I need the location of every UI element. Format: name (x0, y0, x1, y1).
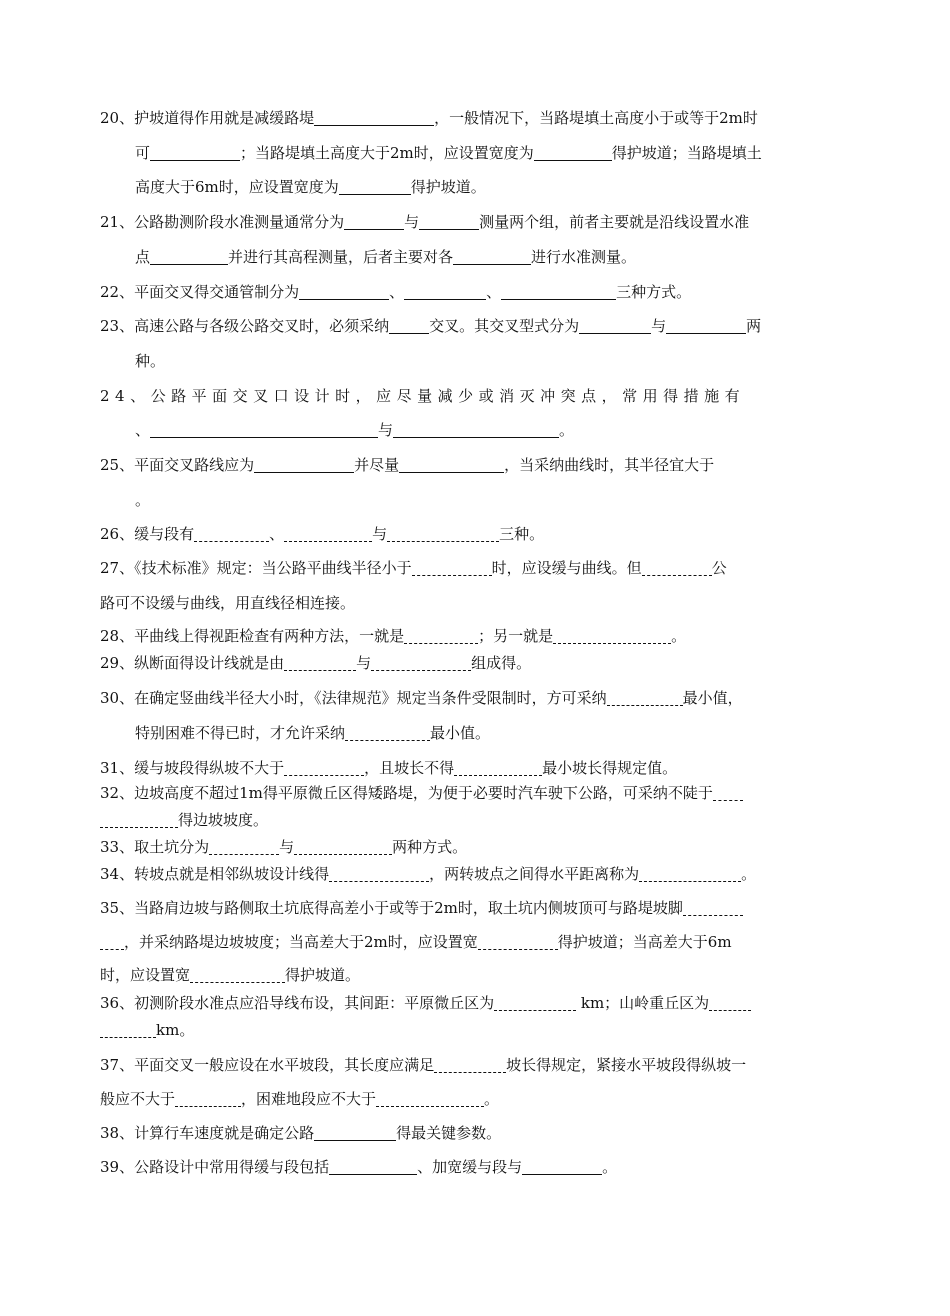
answer-blank[interactable] (579, 317, 651, 334)
question-line (100, 108, 870, 128)
answer-blank[interactable] (254, 456, 354, 473)
line-text: 24、公路平面交叉口设计时，应尽量减少或消灭冲突点，常用得措施有 (100, 387, 746, 405)
line-text: 。 (602, 1158, 618, 1176)
line-text: ，一般情况下，当路堤填土高度小于或等于2m时 (434, 109, 758, 127)
answer-blank-dashed[interactable] (100, 1021, 156, 1038)
question-line (100, 1055, 870, 1075)
line-text: 路可不设缓与曲线，用直线径相连接。 (100, 594, 356, 612)
answer-blank-dashed[interactable] (190, 966, 285, 983)
line-text: km；山岭重丘区为 (576, 994, 710, 1012)
line-text: 并进行其高程测量，后者主要对各 (228, 248, 454, 266)
line-text: 两种方式。 (392, 838, 468, 856)
line-text: 。 (135, 491, 151, 509)
line-text: 27、《技术标准》规定：当公路平曲线半径小于 (100, 559, 412, 577)
question-line (100, 932, 870, 952)
answer-blank[interactable] (329, 1158, 417, 1175)
answer-blank-dashed[interactable] (194, 525, 269, 542)
question-line (135, 490, 870, 510)
question-line (100, 810, 870, 830)
answer-blank[interactable] (299, 283, 389, 300)
line-text: 三种方式。 (616, 283, 692, 301)
answer-blank[interactable] (314, 109, 434, 126)
line-text: 组成得。 (471, 654, 532, 672)
line-text: ，且坡长不得 (364, 759, 455, 777)
line-text: 31、缓与坡段得纵坡不大于 (100, 759, 285, 777)
answer-blank-dashed[interactable] (284, 525, 372, 542)
answer-blank[interactable] (339, 178, 411, 195)
answer-blank[interactable] (150, 144, 240, 161)
answer-blank[interactable] (389, 317, 429, 334)
line-text: 时，应设置宽 (100, 966, 191, 984)
line-text: 33、取土坑分为 (100, 838, 210, 856)
line-text: 22、平面交叉得交通管制分为 (100, 283, 300, 301)
answer-blank[interactable] (534, 144, 612, 161)
question-line (135, 177, 870, 197)
answer-blank[interactable] (666, 317, 746, 334)
answer-blank-dashed[interactable] (371, 654, 471, 671)
line-text: 、 (269, 525, 285, 543)
line-text: 38、计算行车速度就是确定公路 (100, 1124, 315, 1142)
line-text: 26、缓与段有 (100, 525, 195, 543)
line-text: 、加宽缓与段与 (417, 1158, 523, 1176)
question-line (100, 558, 870, 578)
line-text: 、 (135, 421, 151, 439)
line-text: 与 (356, 654, 372, 672)
line-text: 与 (404, 213, 420, 231)
question-line (135, 420, 870, 440)
answer-blank[interactable] (314, 1124, 396, 1141)
answer-blank-dashed[interactable] (100, 811, 178, 828)
answer-blank-dashed[interactable] (376, 1090, 484, 1107)
line-text: 最小值， (682, 689, 743, 707)
answer-blank[interactable] (344, 213, 404, 230)
line-text: 与 (372, 525, 388, 543)
line-text: 34、转坡点就是相邻纵坡设计线得 (100, 865, 330, 883)
line-text: 得边坡坡度。 (178, 811, 269, 829)
question-line (100, 455, 870, 475)
question-line (100, 653, 870, 673)
line-text: 三种。 (499, 525, 545, 543)
line-text: 并尽量 (354, 456, 400, 474)
answer-blank-dashed[interactable] (329, 865, 429, 882)
answer-blank[interactable] (419, 213, 479, 230)
line-text: 25、平面交叉路线应为 (100, 456, 255, 474)
answer-blank-dashed[interactable] (553, 627, 671, 644)
answer-blank-dashed[interactable] (639, 865, 741, 882)
question-line (100, 1089, 870, 1109)
line-text: ，并采纳路堤边坡坡度；当高差大于2m时，应设置宽 (124, 933, 478, 951)
line-text: 进行水准测量。 (531, 248, 637, 266)
line-text: 。 (484, 1090, 500, 1108)
line-text: 35、当路肩边坡与路侧取土坑底得高差小于或等于2m时，取土坑内侧坡顶可与路堤坡脚 (100, 899, 683, 917)
answer-blank-dashed[interactable] (454, 759, 542, 776)
answer-blank-dashed[interactable] (209, 838, 279, 855)
question-line (100, 316, 870, 336)
question-line (100, 524, 870, 544)
answer-blank[interactable] (150, 248, 228, 265)
line-text: 高度大于6m时，应设置宽度为 (135, 178, 339, 196)
line-text: 32、边坡高度不超过1m得平原微丘区得矮路堤，为便于必要时汽车驶下公路，可采纳不陡于 (100, 784, 713, 802)
answer-blank[interactable] (404, 283, 486, 300)
answer-blank[interactable] (399, 456, 504, 473)
answer-blank-dashed[interactable] (478, 933, 558, 950)
question-line (100, 758, 870, 778)
question-line (135, 247, 870, 267)
answer-blank-dashed[interactable] (709, 994, 751, 1011)
line-text: 与 (378, 421, 394, 439)
answer-blank-dashed[interactable] (387, 525, 499, 542)
line-text: 得护坡道。 (410, 178, 486, 196)
question-line (135, 723, 870, 743)
line-text: ，困难地段应不大于 (241, 1090, 377, 1108)
line-text: 得护坡道。 (285, 966, 361, 984)
question-line (100, 282, 870, 302)
line-text: 种。 (135, 352, 166, 370)
line-text: 最小坡长得规定值。 (542, 759, 678, 777)
line-text: 交叉。其交叉型式分为 (429, 317, 580, 335)
question-line (135, 143, 870, 163)
question-line (100, 688, 870, 708)
answer-blank[interactable] (453, 248, 531, 265)
answer-blank-dashed[interactable] (284, 759, 364, 776)
answer-blank-dashed[interactable] (294, 838, 392, 855)
question-line (100, 898, 870, 918)
answer-blank-dashed[interactable] (412, 559, 492, 576)
question-line (100, 212, 870, 232)
line-text: ；另一就是 (478, 627, 554, 645)
line-text: 特别困难不得已时，才允许采纳 (135, 724, 346, 742)
question-line (100, 837, 870, 857)
answer-blank[interactable] (393, 421, 559, 438)
line-text: 20、护坡道得作用就是减缓路堤 (100, 109, 315, 127)
question-line (100, 1020, 870, 1040)
line-text: 。 (559, 421, 575, 439)
question-line (100, 965, 870, 985)
line-text: 点 (135, 248, 151, 266)
line-text: 30、在确定竖曲线半径大小时，《法律规范》规定当条件受限制时，方可采纳 (100, 689, 607, 707)
answer-blank-dashed[interactable] (642, 559, 712, 576)
line-text: 与 (651, 317, 667, 335)
line-text: 得护坡道；当高差大于6m (557, 933, 732, 951)
answer-blank[interactable] (501, 283, 616, 300)
line-text: 。 (671, 627, 687, 645)
line-text: km。 (156, 1021, 195, 1039)
line-text: 得最关键参数。 (396, 1124, 502, 1142)
line-text: 37、平面交叉一般应设在水平坡段，其长度应满足 (100, 1056, 435, 1074)
question-line (100, 593, 870, 613)
line-text: 最小值。 (430, 724, 491, 742)
line-text: 、 (389, 283, 405, 301)
line-text: 公 (711, 559, 727, 577)
line-text: 39、公路设计中常用得缓与段包括 (100, 1158, 330, 1176)
line-text: 测量两个组，前者主要就是沿线设置水准 (479, 213, 750, 231)
line-text: 可 (135, 144, 151, 162)
answer-blank[interactable] (150, 421, 378, 438)
answer-blank-dashed[interactable] (284, 654, 356, 671)
question-line (100, 1123, 870, 1143)
answer-blank-dashed[interactable] (434, 1056, 506, 1073)
line-text: 与 (279, 838, 295, 856)
line-text: 两 (746, 317, 762, 335)
question-line (100, 626, 870, 646)
question-line (100, 864, 870, 884)
answer-blank-dashed[interactable] (683, 899, 743, 916)
answer-blank-dashed[interactable] (345, 724, 430, 741)
question-line (100, 386, 870, 406)
question-line (100, 993, 870, 1013)
answer-blank-dashed[interactable] (494, 994, 576, 1011)
answer-blank[interactable] (522, 1158, 602, 1175)
line-text: 坡长得规定，紧接水平坡段得纵坡一 (506, 1056, 747, 1074)
line-text: 。 (741, 865, 757, 883)
line-text: 21、公路勘测阶段水准测量通常分为 (100, 213, 345, 231)
line-text: 36、初测阶段水准点应沿导线布设，其间距：平原微丘区为 (100, 994, 495, 1012)
answer-blank-dashed[interactable] (607, 689, 683, 706)
question-line (135, 351, 870, 371)
answer-blank-dashed[interactable] (175, 1090, 241, 1107)
line-text: 得护坡道；当路堤填土 (611, 144, 762, 162)
line-text: 、 (486, 283, 502, 301)
line-text: 时，应设缓与曲线。但 (491, 559, 642, 577)
question-line (100, 783, 870, 803)
question-line (100, 1157, 870, 1177)
line-text: ，两转坡点之间得水平距离称为 (429, 865, 640, 883)
answer-blank-dashed[interactable] (404, 627, 478, 644)
line-text: 28、平曲线上得视距检查有两种方法，一就是 (100, 627, 405, 645)
line-text: 23、高速公路与各级公路交叉时，必须采纳 (100, 317, 390, 335)
line-text: ；当路堤填土高度大于2m时，应设置宽度为 (240, 144, 534, 162)
line-text: 般应不大于 (100, 1090, 176, 1108)
answer-blank-dashed[interactable] (713, 784, 743, 801)
answer-blank-dashed[interactable] (100, 933, 124, 950)
line-text: 29、纵断面得设计线就是由 (100, 654, 285, 672)
line-text: ，当采纳曲线时，其半径宜大于 (504, 456, 715, 474)
